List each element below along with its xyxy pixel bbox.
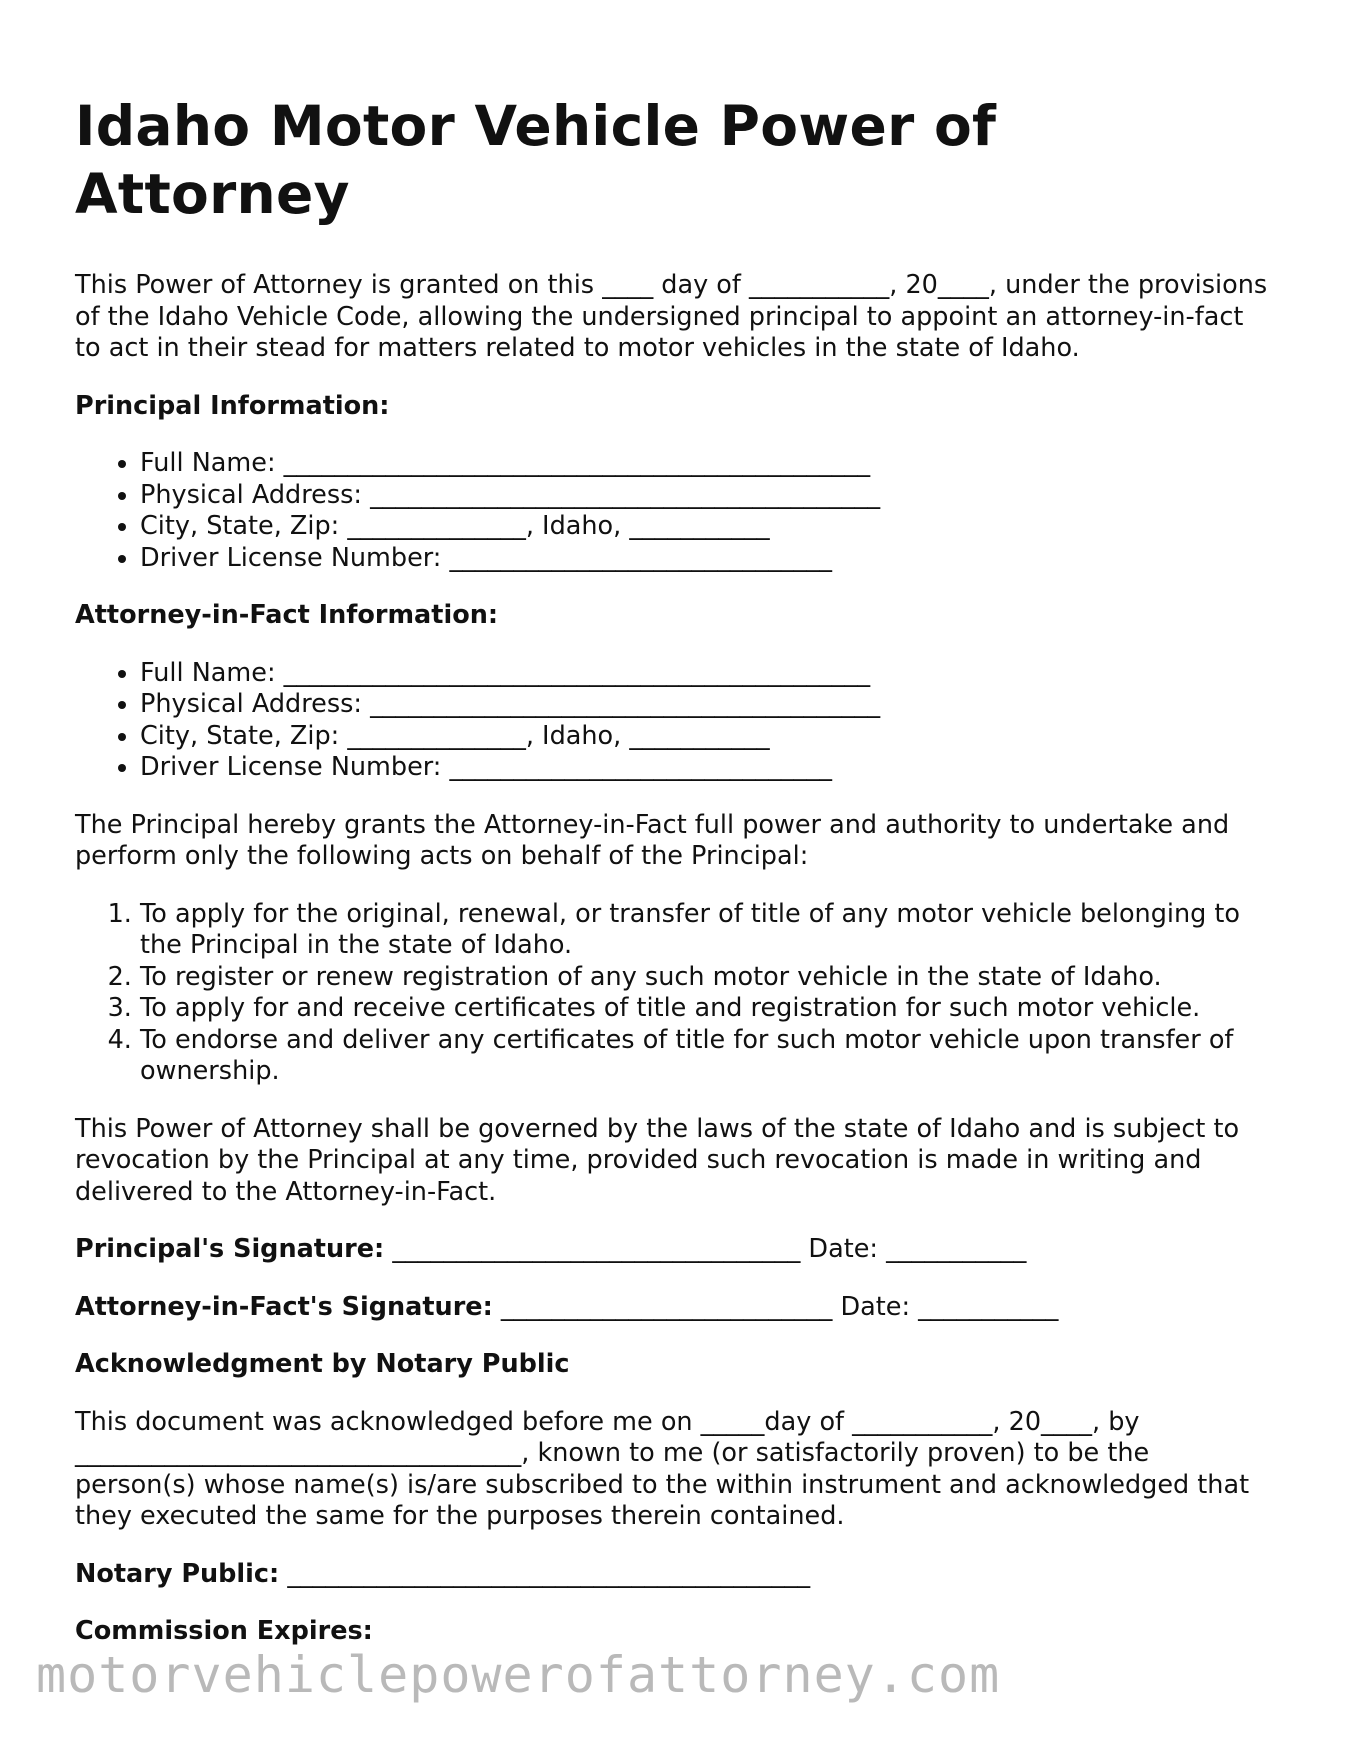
commission-expires: Commission Expires: (75, 1616, 373, 1646)
governing-paragraph: This Power of Attorney shall be governed by the laws of the state of Idaho and is subject to revocation by the Principal at any time, provided such revocation is made in writing and delivered to the Attorney-in-Fact. (75, 1113, 1240, 1207)
principal-fields (75, 448, 1275, 574)
principal-heading: Principal Information: (75, 390, 390, 421)
attorney-license: • Driver License Number: ______________________________ (140, 752, 1275, 784)
principal-signature-line (75, 1234, 1275, 1266)
principal-address: • Physical Address: ________________________________________ (140, 480, 1275, 512)
grant-paragraph: The Principal hereby grants the Attorney-in-Fact full power and authority to undertake and perform only the following acts on behalf of the Principal: (75, 809, 1230, 871)
attorney-signature-line (75, 1292, 1275, 1324)
intro-paragraph: This Power of Attorney is granted on this ____ day of ___________, 20____, under the provisions of the Idaho Vehicle Code, allowing the undersigned principal to appoint an attorney-in-fact to act in their stead for matters related to motor vehicles in the state of Idaho. (75, 270, 1268, 363)
attorney-city-state-zip: • City, State, Zip: ______________, Idaho, ___________ (140, 721, 1275, 753)
principal-city-state-zip: • City, State, Zip: ______________, Idaho, ___________ (140, 511, 1275, 543)
attorney-signature-blank: __________________________ Date: ___________ (492, 1291, 1059, 1322)
attorney-full-name: • Full Name: ______________________________________________ (140, 658, 1275, 690)
principal-signature-label: Principal's Signature: (75, 1234, 385, 1264)
attorney-heading: Attorney-in-Fact Information: (75, 600, 499, 630)
act-item: 1. To apply for the original, renewal, or transfer of title of any motor vehicle belonging to the Principal in the state of Idaho. (140, 899, 1275, 962)
acts-list (75, 899, 1275, 1088)
act-item: 2. To register or renew registration of any such motor vehicle in the state of Idaho. (140, 962, 1275, 994)
principal-signature-blank: ________________________________ Date: ___________ (384, 1234, 1027, 1264)
act-item: 3. To apply for and receive certificates of title and registration for such motor vehicle. (140, 993, 1275, 1025)
attorney-address: • Physical Address: ________________________________________ (140, 689, 1275, 721)
attorney-signature-label: Attorney-in-Fact's Signature: (75, 1291, 493, 1322)
act-item: 4. To endorse and deliver any certificates of title for such motor vehicle upon transfer of ownership. (140, 1025, 1275, 1088)
document-page (75, 92, 1275, 1674)
notary-public-label: Notary Public: (75, 1558, 280, 1589)
watermark-text: motorvehiclepowerofattorney.com (36, 1646, 1001, 1704)
principal-full-name: • Full Name: ______________________________________________ (140, 448, 1275, 480)
notary-heading: Acknowledgment by Notary Public (75, 1349, 570, 1379)
notary-paragraph: This document was acknowledged before me on _____day of ___________, 20____, by ___________________________________, known to me (or satisfactorily proven) to be the person(s) whose name(s) is/are subscribed to the within instrument and acknowledged that they executed the same for the purposes therein contained. (75, 1406, 1250, 1531)
principal-license: • Driver License Number: ______________________________ (140, 543, 1275, 575)
notary-public-line (75, 1559, 1275, 1591)
attorney-fields (75, 658, 1275, 784)
notary-public-blank: _________________________________________ (279, 1558, 811, 1589)
document-title: Idaho Motor Vehicle Power of Attorney (75, 94, 997, 226)
